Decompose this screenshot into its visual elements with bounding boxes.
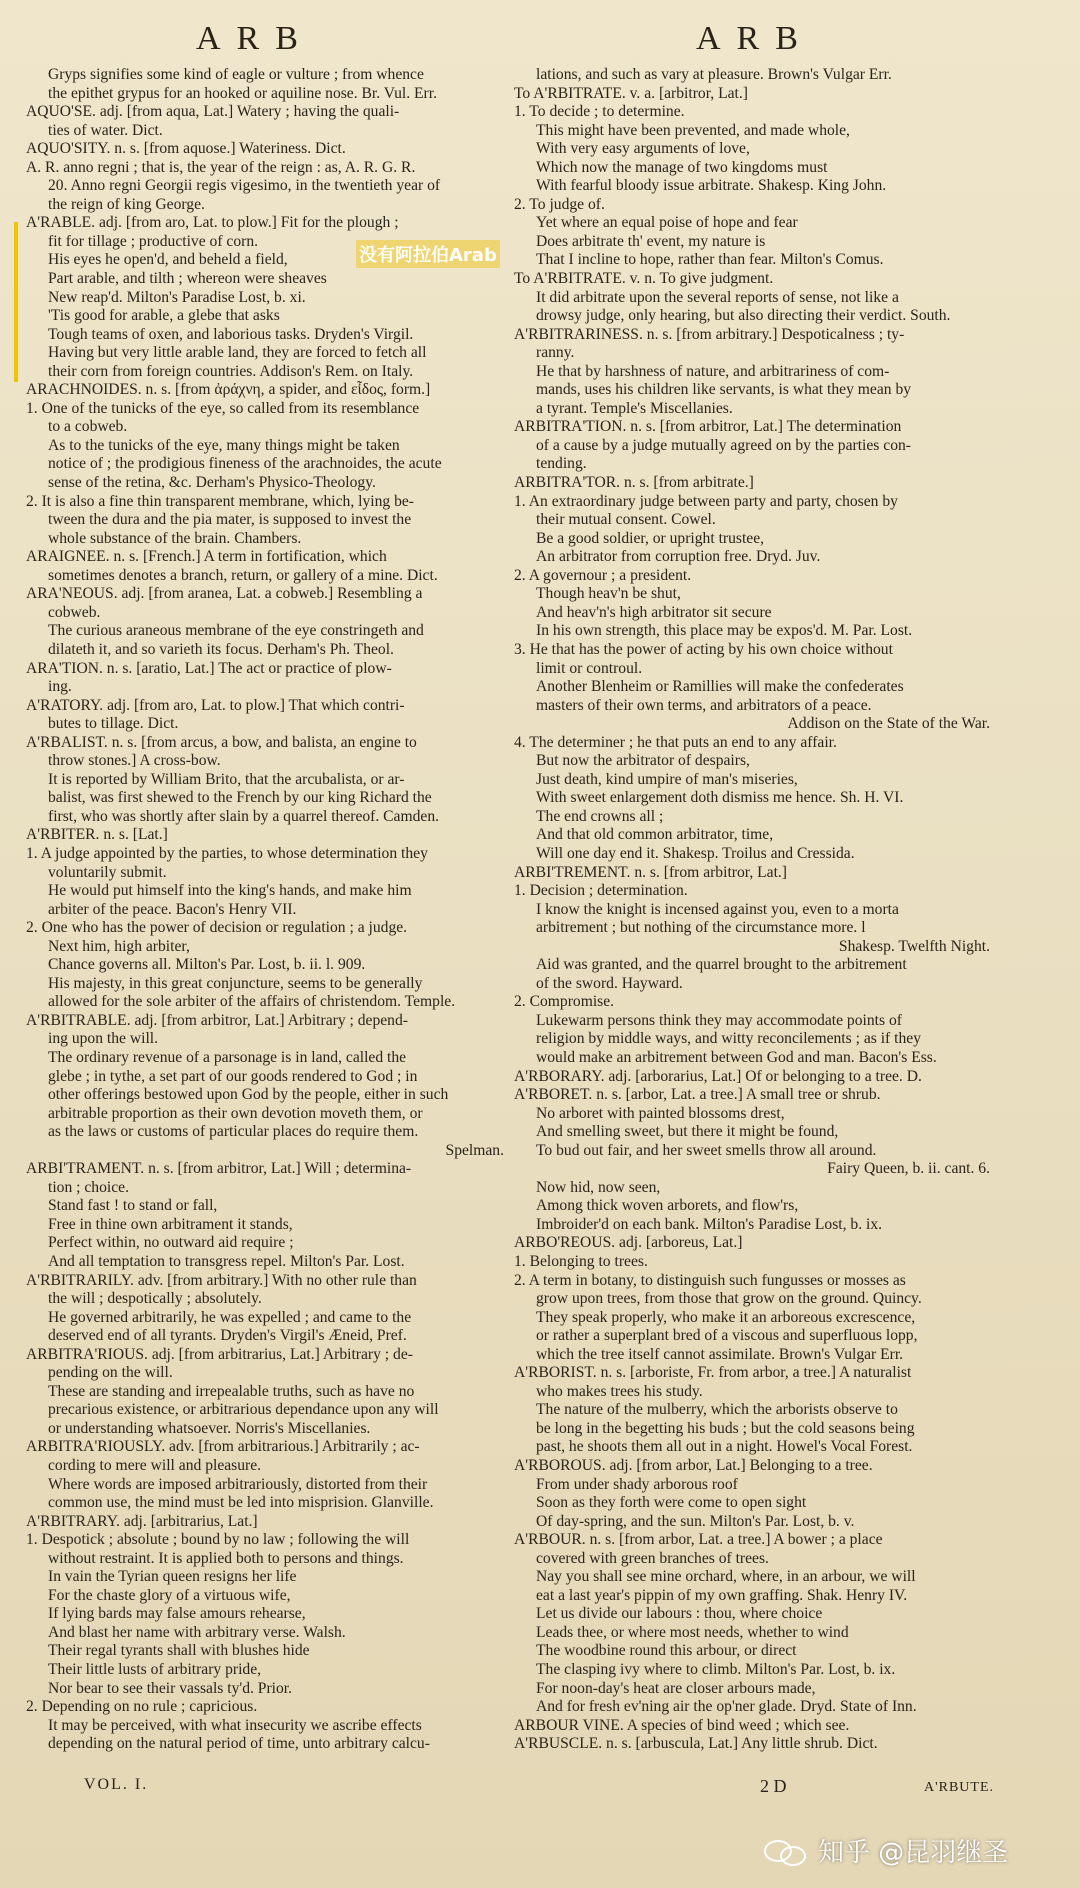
- text-line: Next him, high arbiter,: [48, 937, 190, 955]
- text-line: A. R. anno regni ; that is, the year of the reign : as, A. R. G. R.: [26, 158, 416, 176]
- text-line: A'RBORIST. n. s. [arboriste, Fr. from arbor, a tree.] A naturalist: [514, 1364, 912, 1382]
- text-line: or rather a superplant bred of a viscous and superfluous lopp,: [536, 1327, 918, 1345]
- text-line: tending.: [536, 455, 587, 473]
- text-line: ARA'TION. n. s. [aratio, Lat.] The act or practice of plow-: [26, 659, 392, 677]
- text-line: Addison on the State of the War.: [787, 715, 990, 733]
- text-line: A'RBOROUS. adj. [from arbor, Lat.] Belonging to a tree.: [514, 1457, 873, 1475]
- wechat-logo-icon: [764, 1836, 810, 1866]
- text-line: Imbroider'd on each bank. Milton's Paradise Lost, b. ix.: [536, 1215, 883, 1233]
- text-line: With fearful bloody issue arbitrate. Shakesp. King John.: [536, 177, 887, 195]
- text-line: ing upon the will.: [48, 1030, 159, 1048]
- text-line: Soon as they forth were come to open sight: [536, 1494, 807, 1512]
- text-line: 'Tis good for arable, a glebe that asks: [48, 307, 280, 325]
- text-line: Tough teams of oxen, and laborious tasks. Dryden's Virgil.: [48, 325, 414, 343]
- text-line: Aid was granted, and the quarrel brought to the arbitrement: [536, 956, 907, 974]
- text-line: notice of ; the prodigious fineness of the arachnoides, the acute: [48, 455, 442, 473]
- text-line: lations, and such as vary at pleasure. Brown's Vulgar Err.: [536, 66, 892, 83]
- text-line: To A'RBITRATE. v. n. To give judgment.: [514, 270, 774, 288]
- text-line: In vain the Tyrian queen resigns her life: [48, 1568, 297, 1586]
- text-line: dilateth it, and so varieth its focus. Derham's Ph. Theol.: [48, 640, 394, 658]
- text-line: 1. A judge appointed by the parties, to whose determination they: [26, 844, 428, 862]
- text-line: The nature of the mulberry, which the arborists observe to: [536, 1401, 898, 1419]
- text-line: 3. He that has the power of acting by his own choice without: [514, 640, 893, 658]
- text-line: This might have been prevented, and made whole,: [536, 121, 850, 139]
- text-line: A'RATORY. adj. [from aro, Lat. to plow.] That which contri-: [26, 696, 405, 714]
- text-line: Their little lusts of arbitrary pride,: [48, 1661, 262, 1679]
- text-line: It did arbitrate upon the several reports of sense, not like a: [536, 288, 899, 306]
- text-line: whole substance of the brain. Chambers.: [48, 529, 302, 547]
- text-line: allowed for the sole arbiter of the affairs of christendom. Temple.: [48, 993, 456, 1011]
- text-line: 20. Anno regni Georgii regis vigesimo, in the twentieth year of: [48, 177, 441, 195]
- text-line: 2. One who has the power of decision or regulation ; a judge.: [26, 919, 408, 937]
- text-line: ARBI'TREMENT. n. s. [from arbitror, Lat.]: [514, 863, 787, 881]
- text-line: Fairy Queen, b. ii. cant. 6.: [827, 1160, 990, 1178]
- text-line: their corn from foreign countries. Addison's Rem. on Italy.: [48, 362, 414, 380]
- text-line: cording to mere will and pleasure.: [48, 1457, 262, 1475]
- text-line: And all temptation to transgress repel. Milton's Par. Lost.: [48, 1253, 405, 1270]
- text-line: to a cobweb.: [48, 418, 128, 436]
- text-line: 1. An extraordinary judge between party and party, chosen by: [514, 492, 898, 510]
- text-line: as the laws or customs of particular places do require them.: [48, 1123, 419, 1141]
- text-line: And for fresh ev'ning air the op'ner glade. Dryd. State of Inn.: [536, 1698, 917, 1716]
- text-line: For the chaste glory of a virtuous wife,: [48, 1586, 291, 1604]
- text-line: 1. Despotick ; absolute ; bound by no law ; following the will: [26, 1531, 410, 1549]
- text-line: Yet where an equal poise of hope and fear: [536, 214, 798, 232]
- highlight-label: 没有阿拉伯Arab: [356, 240, 500, 268]
- text-line: voluntarily submit.: [48, 863, 167, 881]
- text-line: ARAIGNEE. n. s. [French.] A term in fortification, which: [26, 548, 387, 566]
- text-line: No arboret with painted blossoms drest,: [536, 1104, 785, 1122]
- text-line: ranny.: [536, 344, 575, 362]
- text-line: A'RBORARY. adj. [arborarius, Lat.] Of or belonging to a tree. D.: [514, 1067, 922, 1085]
- text-line: 1. Belonging to trees.: [514, 1253, 648, 1270]
- text-line: without restraint. It is applied both to persons and things.: [48, 1549, 404, 1567]
- text-line: In his own strength, this place may be expos'd. M. Par. Lost.: [536, 622, 913, 640]
- text-line: Which now the manage of two kingdoms must: [536, 158, 828, 176]
- text-line: the epithet grypus for an hooked or aquiline nose. Br. Vul. Err.: [48, 84, 437, 102]
- signature-mark: 2 D: [760, 1776, 787, 1796]
- text-line: Shakesp. Twelfth Night.: [838, 937, 990, 955]
- text-line: A'RBITRARILY. adv. [from arbitrary.] With no other rule than: [26, 1271, 417, 1289]
- text-line: of the sword. Hayward.: [536, 974, 683, 992]
- text-line: He governed arbitrarily, he was expelled ; and came to the: [48, 1308, 412, 1326]
- text-line: eat a last year's pippin of my own graffing. Shak. Henry IV.: [536, 1586, 908, 1604]
- text-line: Nay you shall see mine orchard, where, in an arbour, we will: [536, 1568, 916, 1586]
- text-line: Chance governs all. Milton's Par. Lost, b. ii. l. 909.: [48, 956, 366, 974]
- text-line: a tyrant. Temple's Miscellanies.: [536, 399, 733, 417]
- text-line: ing.: [48, 678, 72, 696]
- text-line: Nor bear to see their vassals ty'd. Prior.: [48, 1679, 293, 1697]
- text-line: It is reported by William Brito, that the arcubalista, or ar-: [48, 770, 405, 788]
- watermark: [764, 1832, 1008, 1869]
- text-line: limit or controul.: [536, 659, 643, 677]
- text-line: ties of water. Dict.: [48, 121, 163, 139]
- text-line: Perfect within, no outward aid require ;: [48, 1234, 294, 1252]
- text-line: From under shady arborous roof: [536, 1475, 738, 1493]
- text-line: Another Blenheim or Ramillies will make the confederates: [536, 678, 904, 696]
- text-line: Having but very little arable land, they are forced to fetch all: [48, 344, 427, 362]
- text-line: ARBITRA'TOR. n. s. [from arbitrate.]: [514, 474, 754, 492]
- text-line: A'RBUSCLE. n. s. [arbuscula, Lat.] Any little shrub. Dict.: [514, 1735, 878, 1753]
- text-line: 1. One of the tunicks of the eye, so called from its resemblance: [26, 399, 420, 417]
- text-line: Stand fast ! to stand or fall,: [48, 1197, 218, 1215]
- text-line: the will ; despotically ; absolutely.: [48, 1290, 262, 1308]
- text-line: 2. A governour ; a president.: [514, 566, 692, 584]
- text-line: 2. To judge of.: [514, 195, 605, 213]
- text-line: He that by harshness of nature, and arbitrariness of com-: [536, 362, 890, 380]
- text-line: of a cause by a judge mutually agreed on by the parties con-: [536, 436, 911, 454]
- text-line: grow upon trees, from those that grow on the ground. Quincy.: [536, 1290, 922, 1308]
- text-line: A'RBITRARINESS. n. s. [from arbitrary.] Despoticalness ; ty-: [514, 325, 905, 343]
- text-line: His majesty, in this great conjuncture, seems to be generally: [48, 974, 423, 992]
- running-head-left: ARB: [196, 20, 314, 57]
- highlight-bar: [14, 222, 18, 382]
- text-line: Of day-spring, and the sun. Milton's Par. Lost, b. v.: [536, 1512, 855, 1530]
- text-line: 2. It is also a fine thin transparent membrane, which, lying be-: [26, 492, 415, 510]
- text-line: be long in the begetting his buds ; but the cold seasons being: [536, 1419, 915, 1437]
- text-line: Now hid, now seen,: [536, 1178, 661, 1196]
- text-line: sense of the retina, &c. Derham's Physico-Theology.: [48, 474, 376, 492]
- text-line: As to the tunicks of the eye, many things might be taken: [48, 436, 400, 454]
- text-line: fit for tillage ; productive of corn.: [48, 232, 259, 250]
- text-line: They speak properly, who make it an arboreous excrescence,: [536, 1308, 916, 1326]
- text-line: But now the arbitrator of despairs,: [536, 752, 750, 770]
- text-line: And heav'n's high arbitrator sit secure: [536, 603, 772, 621]
- text-line: mands, uses his children like servants, is what they mean by: [536, 381, 912, 399]
- text-line: Gryps signifies some kind of eagle or vulture ; from whence: [48, 66, 424, 83]
- left-column: [26, 66, 504, 1754]
- text-line: who makes trees his study.: [536, 1382, 703, 1400]
- text-line: Does arbitrate th' event, my nature is: [536, 232, 766, 250]
- text-line: throw stones.] A cross-bow.: [48, 752, 221, 770]
- text-line: It may be perceived, with what insecurity we ascribe effects: [48, 1716, 422, 1734]
- text-line: The end crowns all ;: [536, 807, 664, 825]
- text-line: ARA'NEOUS. adj. [from aranea, Lat. a cobweb.] Resembling a: [26, 585, 423, 603]
- text-line: tween the dura and the pia mater, is supposed to invest the: [48, 511, 412, 529]
- text-line: deserved end of all tyrants. Dryden's Virgil's Æneid, Pref.: [48, 1327, 407, 1345]
- text-line: 1. To decide ; to determine.: [514, 103, 685, 121]
- text-line: first, who was shortly after slain by a quarrel thereof. Camden.: [48, 807, 440, 825]
- text-line: Though heav'n be shut,: [536, 585, 681, 603]
- text-line: ARBO'REOUS. adj. [arboreus, Lat.]: [514, 1234, 743, 1252]
- text-line: 1. Decision ; determination.: [514, 882, 688, 900]
- text-line: Part arable, and tilth ; whereon were sheaves: [48, 270, 327, 288]
- text-line: 2. Compromise.: [514, 993, 615, 1011]
- text-line: A'RABLE. adj. [from aro, Lat. to plow.] Fit for the plough ;: [26, 214, 399, 232]
- text-line: If lying bards may false amours rehearse,: [48, 1605, 306, 1623]
- text-line: 4. The determiner ; he that puts an end to any affair.: [514, 733, 837, 751]
- text-line: covered with green branches of trees.: [536, 1549, 769, 1567]
- text-line: A'RBOUR. n. s. [from arbor, Lat. a tree.] A bower ; a place: [514, 1531, 883, 1549]
- text-line: With sweet enlargement doth dismiss me hence. Sh. H. VI.: [536, 789, 904, 807]
- text-line: Just death, kind umpire of man's miseries,: [536, 770, 798, 788]
- text-line: With very easy arguments of love,: [536, 140, 750, 158]
- volume-label: VOL. I.: [84, 1776, 149, 1793]
- text-line: For noon-day's heat are closer arbours made,: [536, 1679, 816, 1697]
- text-line: Let us divide our labours : thou, where choice: [536, 1605, 823, 1623]
- text-line: sometimes denotes a branch, return, or gallery of a mine. Dict.: [48, 566, 438, 584]
- text-line: arbiter of the peace. Bacon's Henry VII.: [48, 900, 297, 918]
- text-line: Leads thee, or where most needs, whether to wind: [536, 1623, 849, 1641]
- text-line: Their regal tyrants shall with blushes hide: [48, 1642, 310, 1660]
- text-line: Be a good soldier, or upright trustee,: [536, 529, 765, 547]
- text-line: ARBOUR VINE. A species of bind weed ; which see.: [514, 1716, 850, 1734]
- text-line: To A'RBITRATE. v. a. [arbitror, Lat.]: [514, 84, 748, 102]
- text-line: Lukewarm persons think they may accommodate points of: [536, 1011, 902, 1029]
- text-line: New reap'd. Milton's Paradise Lost, b. xi.: [48, 288, 306, 306]
- text-line: pending on the will.: [48, 1364, 173, 1382]
- text-line: Spelman.: [445, 1141, 504, 1159]
- watermark-text: 知乎 @昆羽继圣: [818, 1838, 1009, 1868]
- text-line: And that old common arbitrator, time,: [536, 826, 774, 844]
- text-line: I know the knight is incensed against you, even to a morta: [536, 900, 899, 918]
- text-line: ARBITRA'TION. n. s. [from arbitror, Lat.] The determination: [514, 418, 902, 436]
- text-line: The clasping ivy where to climb. Milton's Par. Lost, b. ix.: [536, 1661, 896, 1679]
- text-line: Among thick woven arborets, and flow'rs,: [536, 1197, 799, 1215]
- text-line: drowsy judge, only hearing, but also directing their verdict. South.: [536, 307, 951, 325]
- text-line: butes to tillage. Dict.: [48, 715, 179, 733]
- text-line: arbitrable proportion as their own devotion moveth them, or: [48, 1104, 423, 1122]
- text-line: tion ; choice.: [48, 1178, 129, 1196]
- text-line: would make an arbitrement between God and man. Bacon's Ess.: [536, 1048, 937, 1066]
- text-line: depending on the natural period of time, unto arbitrary calcu-: [48, 1735, 430, 1753]
- text-line: balist, was first shewed to the French by our king Richard the: [48, 789, 432, 807]
- text-line: That I incline to hope, rather than fear. Milton's Comus.: [536, 251, 884, 269]
- running-head-right: ARB: [696, 20, 814, 57]
- text-line: A'RBALIST. n. s. [from arcus, a bow, and balista, an engine to: [26, 733, 417, 751]
- text-line: The woodbine round this arbour, or direct: [536, 1642, 797, 1660]
- text-line: their mutual consent. Cowel.: [536, 511, 716, 529]
- text-line: A'RBITRABLE. adj. [from arbitror, Lat.] Arbitrary ; depend-: [26, 1011, 408, 1029]
- text-line: glebe ; in tythe, a set part of our goods rendered to God ; in: [48, 1067, 418, 1085]
- text-line: These are standing and irrepealable truths, such as have no: [48, 1382, 415, 1400]
- text-line: ARBI'TRAMENT. n. s. [from arbitror, Lat.] Will ; determina-: [26, 1160, 412, 1178]
- text-line: AQUO'SE. adj. [from aqua, Lat.] Watery ; having the quali-: [26, 103, 400, 121]
- text-line: And smelling sweet, but there it might be found,: [536, 1123, 839, 1141]
- text-line: the reign of king George.: [48, 195, 205, 213]
- text-line: A'RBITRARY. adj. [arbitrarius, Lat.]: [26, 1512, 258, 1530]
- text-line: ARACHNOIDES. n. s. [from ἀράχνη, a spider, and εἶδος, form.]: [26, 381, 431, 399]
- text-line: His eyes he open'd, and beheld a field,: [48, 251, 288, 269]
- text-line: arbitrement ; but nothing of the circumstance more. l: [536, 919, 866, 937]
- text-line: masters of their own terms, and arbitrators of a peace.: [536, 696, 872, 714]
- text-line: precarious existence, or arbitrarious dependance upon any will: [48, 1401, 439, 1419]
- text-line: The ordinary revenue of a parsonage is in land, called the: [48, 1048, 407, 1066]
- text-line: Free in thine own arbitrament it stands,: [48, 1215, 293, 1233]
- text-line: The curious araneous membrane of the eye constringeth and: [48, 622, 424, 640]
- text-line: or understanding whatsoever. Norris's Miscellanies.: [48, 1419, 371, 1437]
- text-line: A'RBORET. n. s. [arbor, Lat. a tree.] A small tree or shrub.: [514, 1086, 881, 1104]
- text-line: which the tree itself cannot assimilate. Brown's Vulgar Err.: [536, 1345, 904, 1363]
- text-line: Will one day end it. Shakesp. Troilus and Cressida.: [536, 844, 855, 862]
- text-line: And blast her name with arbitrary verse. Walsh.: [48, 1623, 346, 1641]
- text-line: To bud out fair, and her sweet smells throw all around.: [536, 1141, 877, 1159]
- text-line: common use, the mind must be led into misprision. Glanville.: [48, 1494, 434, 1512]
- text-line: past, he shoots them all out in a night. Howel's Vocal Forest.: [536, 1438, 913, 1456]
- text-line: religion by middle ways, and witty reconcilements ; as if they: [536, 1030, 921, 1048]
- text-line: He would put himself into the king's hands, and make him: [48, 882, 412, 900]
- catchword: A'RBUTE.: [924, 1780, 995, 1795]
- text-line: Where words are imposed arbitrariously, distorted from their: [48, 1475, 428, 1493]
- text-line: AQUO'SITY. n. s. [from aquose.] Wateriness. Dict.: [26, 140, 346, 158]
- text-line: 2. A term in botany, to distinguish such fungusses or mosses as: [514, 1271, 906, 1289]
- text-line: ARBITRA'RIOUSLY. adv. [from arbitrarious.] Arbitrarily ; ac-: [26, 1438, 420, 1456]
- text-line: 2. Depending on no rule ; capricious.: [26, 1698, 258, 1716]
- text-line: cobweb.: [48, 603, 101, 621]
- text-line: other offerings bestowed upon God by the people, either in such: [48, 1086, 449, 1104]
- text-line: ARBITRA'RIOUS. adj. [from arbitrarius, Lat.] Arbitrary ; de-: [26, 1345, 413, 1363]
- right-column: [514, 66, 990, 1754]
- text-line: A'RBITER. n. s. [Lat.]: [26, 826, 168, 844]
- text-line: An arbitrator from corruption free. Dryd. Juv.: [536, 548, 821, 566]
